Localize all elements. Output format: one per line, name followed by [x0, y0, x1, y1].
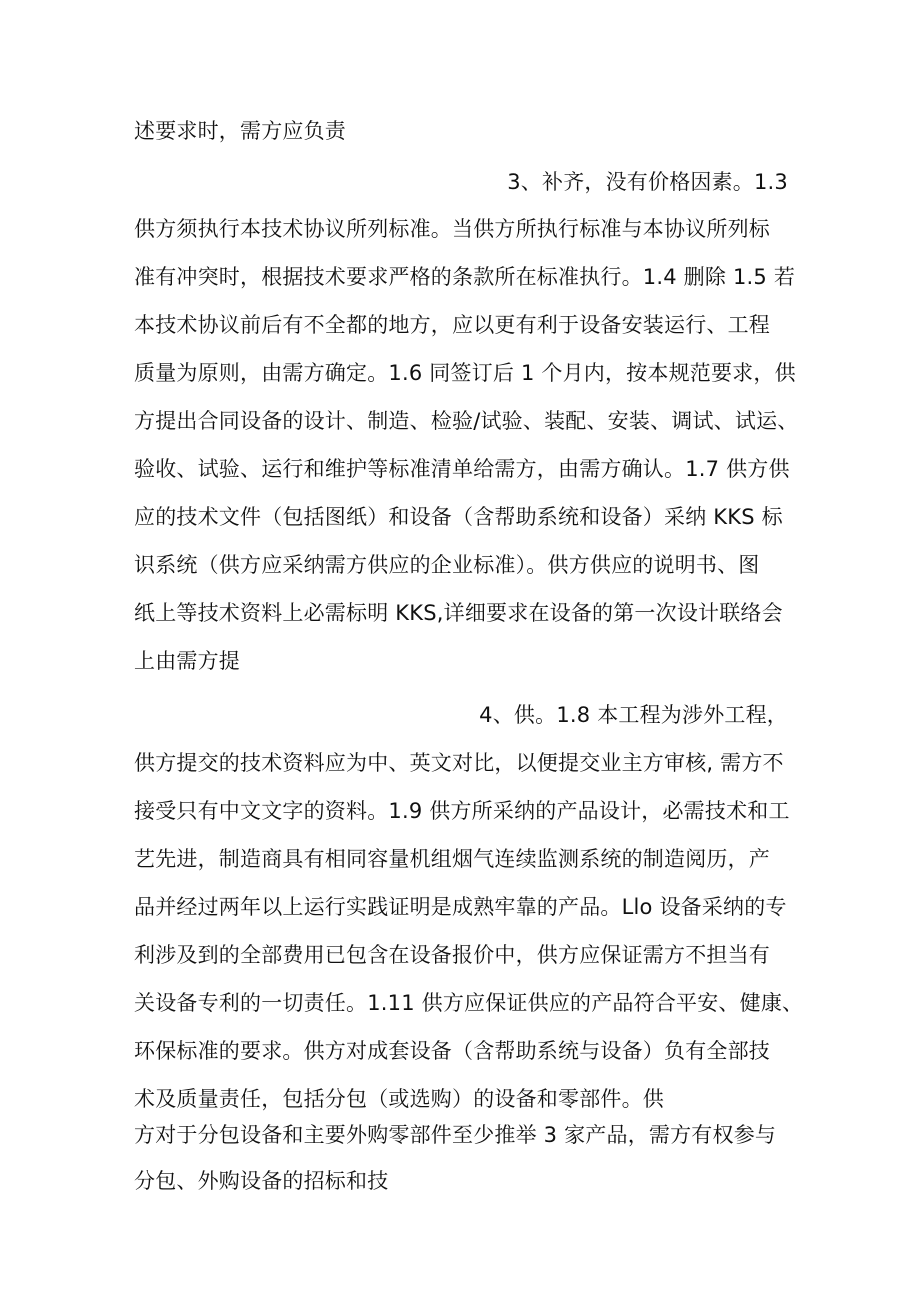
text-line-14: 供方提交的技术资料应为中、英文对比，以便提交业主方审核, 需方不 [134, 751, 784, 775]
text-line-11: 纸上等技术资料上必需标明 KKS,详细要求在设备的第一次设计联络会 [134, 601, 783, 625]
text-line-4: 准有冲突时，根据技术要求严格的条款所在标准执行。1.4 删除 1.5 若 [134, 265, 796, 289]
text-line-8: 验收、试验、运行和维护等标准清单给需方，由需方确认。1.7 供方供 [134, 457, 790, 481]
text-line-17: 品并经过两年以上运行实践证明是成熟牢靠的产品。Llo 设备采纳的专 [134, 895, 787, 919]
text-line-5: 本技术协议前后有不全都的地方，应以更有利于设备安装运行、工程 [134, 313, 770, 337]
text-line-16: 艺先进，制造商具有相同容量机组烟气连续监测系统的制造阅历，产 [134, 847, 770, 871]
text-line-1: 述要求时，需方应负责 [134, 119, 346, 143]
text-line-6: 质量为原则，由需方确定。1.6 同签订后 1 个月内，按本规范要求，供 [134, 361, 796, 385]
text-line-3: 供方须执行本技术协议所列标准。当供方所执行标准与本协议所列标 [134, 217, 770, 241]
text-line-21: 术及质量责任，包括分包（或选购）的设备和零部件。供 [134, 1087, 664, 1111]
text-line-13: 4、供。1.8 本工程为涉外工程， [479, 703, 788, 727]
text-line-22: 方对于分包设备和主要外购零部件至少推举 3 家产品，需方有权参与 [134, 1123, 777, 1147]
text-line-9: 应的技术文件（包括图纸）和设备（含帮助系统和设备）采纳 KKS 标 [134, 505, 783, 529]
text-line-18: 利涉及到的全部费用已包含在设备报价中，供方应保证需方不担当有 [134, 943, 770, 967]
text-line-10: 识系统（供方应采纳需方供应的企业标准）。供方供应的说明书、图 [134, 553, 760, 577]
text-line-19: 关设备专利的一切责任。1.11 供方应保证供应的产品符合平安、健康、 [134, 991, 804, 1015]
text-line-20: 环保标准的要求。供方对成套设备（含帮助系统与设备）负有全部技 [134, 1039, 770, 1063]
text-line-2: 3、补齐，没有价格因素。1.3 [507, 170, 788, 194]
text-line-23: 分包、外购设备的招标和技 [134, 1169, 389, 1193]
text-line-12: 上由需方提 [134, 649, 240, 673]
text-line-15: 接受只有中文文字的资料。1.9 供方所采纳的产品设计，必需技术和工 [134, 799, 790, 823]
text-line-7: 方提出合同设备的设计、制造、检验/试验、装配、安装、调试、试运、 [134, 409, 799, 433]
